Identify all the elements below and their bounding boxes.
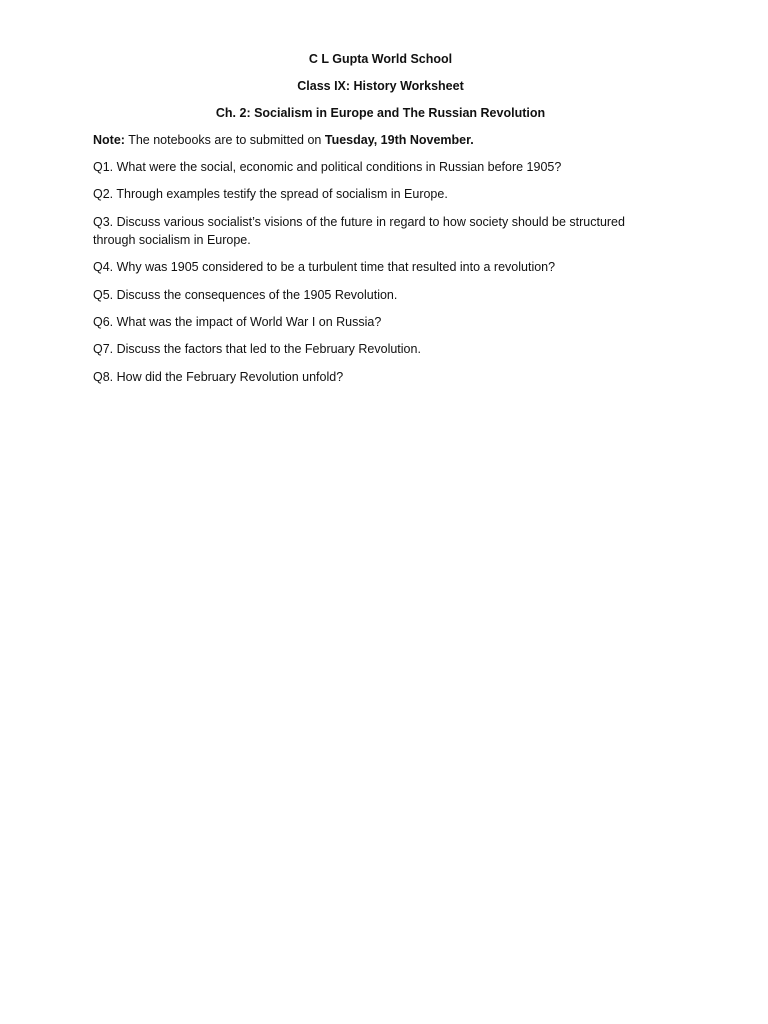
question-item: Q8. How did the February Revolution unfold? xyxy=(93,369,344,384)
question-item: Q4. Why was 1905 considered to be a turbulent time that resulted into a revolution? xyxy=(93,260,556,275)
note-text: The notebooks are to submitted on xyxy=(128,133,322,147)
question-item: Q1. What were the social, economic and political conditions in Russian before 1905? xyxy=(93,160,562,174)
question-item: Q6. What was the impact of World War I on Russia? xyxy=(93,314,382,329)
class-title: Class IX: History Worksheet xyxy=(297,79,464,93)
question-list xyxy=(93,158,668,386)
note-label: Note: xyxy=(93,133,125,147)
document-header xyxy=(93,50,668,122)
chapter-title: Ch. 2: Socialism in Europe and The Russian Revolution xyxy=(215,106,546,120)
question-item: Q2. Through examples testify the spread of socialism in Europe. xyxy=(93,187,448,202)
question-item: Q7. Discuss the factors that led to the February Revolution. xyxy=(93,342,421,357)
question-item: Q5. Discuss the consequences of the 1905 Revolution. xyxy=(93,287,398,302)
question-item: Q3. Discuss various socialist’s visions of the future in regard to how society should be structured through socialism in Europe. xyxy=(93,214,625,247)
school-name: C L Gupta World School xyxy=(308,52,453,66)
submission-note xyxy=(93,131,668,149)
note-date: Tuesday, 19th November. xyxy=(324,133,474,147)
